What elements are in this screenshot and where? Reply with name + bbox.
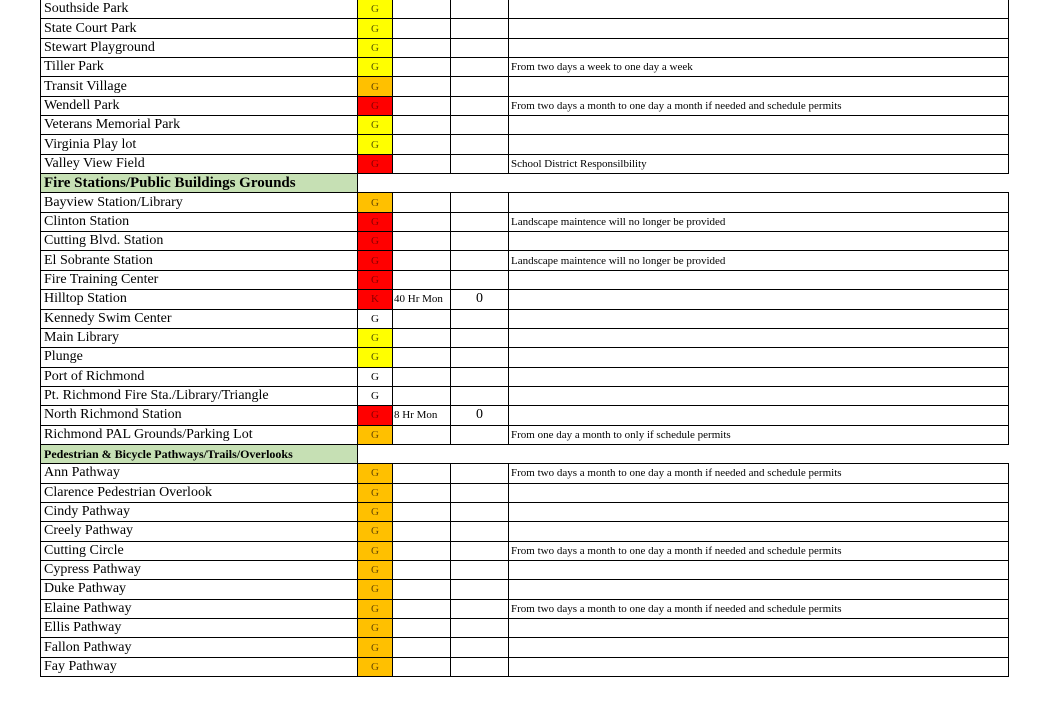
note-cell [509,116,1009,135]
hours-cell [393,638,451,657]
count-cell [451,193,509,212]
note-cell: From two days a month to one day a month if needed and schedule permits [509,541,1009,560]
table-row [41,386,1009,405]
table-body [41,0,1009,677]
note-cell: Landscape maintence will no longer be provided [509,212,1009,231]
note-cell: From two days a month to one day a month if needed and schedule permits [509,96,1009,115]
site-name-cell: Ellis Pathway [41,619,358,638]
hours-cell [393,522,451,541]
status-cell: G [358,328,393,347]
note-cell [509,619,1009,638]
table-row [41,599,1009,618]
section-blank-cell [393,444,451,463]
status-cell: G [358,386,393,405]
hours-cell: 8 Hr Mon [393,406,451,425]
table-row [41,619,1009,638]
site-name-cell: Fire Training Center [41,270,358,289]
status-cell: G [358,309,393,328]
hours-cell [393,560,451,579]
table-row [41,270,1009,289]
site-name-cell: Tiller Park [41,58,358,77]
note-cell [509,135,1009,154]
status-cell: G [358,251,393,270]
table-row [41,154,1009,173]
hours-cell [393,386,451,405]
status-cell: G [358,154,393,173]
hours-cell [393,502,451,521]
note-cell: From two days a week to one day a week [509,58,1009,77]
site-name-cell: El Sobrante Station [41,251,358,270]
hours-cell [393,19,451,38]
section-blank-cell [451,174,509,193]
site-name-cell: Fay Pathway [41,657,358,676]
hours-cell [393,483,451,502]
site-name-cell: Cypress Pathway [41,560,358,579]
note-cell [509,232,1009,251]
status-cell: G [358,541,393,560]
site-name-cell: Clinton Station [41,212,358,231]
note-cell [509,502,1009,521]
status-cell: G [358,522,393,541]
hours-cell: 40 Hr Mon [393,290,451,309]
note-cell: School District Responsilbility [509,154,1009,173]
count-cell [451,657,509,676]
site-name-cell: Duke Pathway [41,580,358,599]
table-row [41,502,1009,521]
count-cell [451,560,509,579]
site-name-cell: Ann Pathway [41,464,358,483]
status-cell: G [358,580,393,599]
site-name-cell: Port of Richmond [41,367,358,386]
status-cell: G [358,77,393,96]
table-row [41,367,1009,386]
site-name-cell: Cutting Circle [41,541,358,560]
status-cell: G [358,212,393,231]
table-row [41,38,1009,57]
count-cell [451,541,509,560]
hours-cell [393,77,451,96]
status-cell: G [358,232,393,251]
note-cell [509,638,1009,657]
table-row [41,96,1009,115]
status-cell: G [358,483,393,502]
hours-cell [393,657,451,676]
count-cell [451,96,509,115]
table-row [41,328,1009,347]
hours-cell [393,580,451,599]
section-blank-cell [509,174,1009,193]
table-row [41,193,1009,212]
count-cell [451,19,509,38]
note-cell [509,580,1009,599]
count-cell [451,77,509,96]
table-row [41,483,1009,502]
note-cell: Landscape maintence will no longer be provided [509,251,1009,270]
status-cell: K [358,290,393,309]
status-cell: G [358,502,393,521]
site-name-cell: Kennedy Swim Center [41,309,358,328]
count-cell [451,135,509,154]
site-name-cell: Plunge [41,348,358,367]
hours-cell [393,193,451,212]
count-cell: 0 [451,406,509,425]
note-cell [509,38,1009,57]
count-cell [451,367,509,386]
status-cell: G [358,116,393,135]
hours-cell [393,58,451,77]
note-cell: From two days a month to one day a month if needed and schedule permits [509,599,1009,618]
count-cell [451,619,509,638]
count-cell [451,309,509,328]
count-cell: 0 [451,290,509,309]
site-name-cell: Stewart Playground [41,38,358,57]
note-cell [509,348,1009,367]
table-row [41,348,1009,367]
table-row [41,522,1009,541]
hours-cell [393,619,451,638]
table-row [41,58,1009,77]
count-cell [451,580,509,599]
count-cell [451,425,509,444]
hours-cell [393,348,451,367]
status-cell: G [358,425,393,444]
count-cell [451,599,509,618]
note-cell: From two days a month to one day a month if needed and schedule permits [509,464,1009,483]
section-title: Pedestrian & Bicycle Pathways/Trails/Overlooks [41,444,358,463]
hours-cell [393,599,451,618]
count-cell [451,638,509,657]
hours-cell [393,541,451,560]
table-row [41,638,1009,657]
note-cell: From one day a month to only if schedule permits [509,425,1009,444]
site-name-cell: North Richmond Station [41,406,358,425]
table-row [41,425,1009,444]
count-cell [451,58,509,77]
site-name-cell: Creely Pathway [41,522,358,541]
count-cell [451,232,509,251]
site-name-cell: State Court Park [41,19,358,38]
note-cell [509,0,1009,19]
count-cell [451,328,509,347]
section-header-row [41,174,1009,193]
count-cell [451,348,509,367]
status-cell: G [358,270,393,289]
hours-cell [393,38,451,57]
table-row [41,212,1009,231]
note-cell [509,386,1009,405]
site-name-cell: Cutting Blvd. Station [41,232,358,251]
hours-cell [393,0,451,19]
section-blank-cell [451,444,509,463]
status-cell: G [358,58,393,77]
table-row [41,232,1009,251]
status-cell: G [358,367,393,386]
note-cell [509,367,1009,386]
hours-cell [393,212,451,231]
note-cell [509,522,1009,541]
hours-cell [393,154,451,173]
note-cell [509,19,1009,38]
status-cell: G [358,193,393,212]
status-cell: G [358,619,393,638]
status-cell: G [358,599,393,618]
site-name-cell: Fallon Pathway [41,638,358,657]
count-cell [451,522,509,541]
count-cell [451,386,509,405]
status-cell: G [358,0,393,19]
section-blank-cell [358,444,393,463]
table-row [41,77,1009,96]
table-row [41,464,1009,483]
site-name-cell: Virginia Play lot [41,135,358,154]
count-cell [451,116,509,135]
table-row [41,0,1009,19]
site-name-cell: Southside Park [41,0,358,19]
note-cell [509,77,1009,96]
status-cell: G [358,464,393,483]
status-cell: G [358,38,393,57]
site-name-cell: Valley View Field [41,154,358,173]
count-cell [451,502,509,521]
table-row [41,290,1009,309]
site-name-cell: Main Library [41,328,358,347]
status-cell: G [358,135,393,154]
status-cell: G [358,657,393,676]
count-cell [451,464,509,483]
status-cell: G [358,638,393,657]
note-cell [509,193,1009,212]
site-name-cell: Cindy Pathway [41,502,358,521]
table-row [41,406,1009,425]
section-blank-cell [393,174,451,193]
note-cell [509,406,1009,425]
table-row [41,251,1009,270]
hours-cell [393,232,451,251]
note-cell [509,657,1009,676]
count-cell [451,38,509,57]
hours-cell [393,328,451,347]
count-cell [451,251,509,270]
note-cell [509,309,1009,328]
hours-cell [393,464,451,483]
section-header-row [41,444,1009,463]
note-cell [509,483,1009,502]
hours-cell [393,425,451,444]
count-cell [451,154,509,173]
note-cell [509,328,1009,347]
hours-cell [393,251,451,270]
table-row [41,19,1009,38]
count-cell [451,483,509,502]
table-row [41,309,1009,328]
status-cell: G [358,560,393,579]
hours-cell [393,96,451,115]
site-name-cell: Richmond PAL Grounds/Parking Lot [41,425,358,444]
note-cell [509,290,1009,309]
status-cell: G [358,19,393,38]
status-cell: G [358,96,393,115]
hours-cell [393,116,451,135]
site-name-cell: Veterans Memorial Park [41,116,358,135]
section-blank-cell [358,174,393,193]
note-cell [509,560,1009,579]
status-cell: G [358,348,393,367]
hours-cell [393,367,451,386]
count-cell [451,212,509,231]
site-name-cell: Bayview Station/Library [41,193,358,212]
site-name-cell: Wendell Park [41,96,358,115]
section-blank-cell [509,444,1009,463]
table-row [41,135,1009,154]
site-name-cell: Pt. Richmond Fire Sta./Library/Triangle [41,386,358,405]
note-cell [509,270,1009,289]
site-name-cell: Clarence Pedestrian Overlook [41,483,358,502]
table-row [41,541,1009,560]
table-row [41,657,1009,676]
hours-cell [393,270,451,289]
count-cell [451,270,509,289]
site-name-cell: Elaine Pathway [41,599,358,618]
status-cell: G [358,406,393,425]
site-name-cell: Hilltop Station [41,290,358,309]
hours-cell [393,309,451,328]
table-row [41,116,1009,135]
site-name-cell: Transit Village [41,77,358,96]
count-cell [451,0,509,19]
table-row [41,560,1009,579]
section-title: Fire Stations/Public Buildings Grounds [41,174,358,193]
maintenance-schedule-table [40,0,1009,677]
table-row [41,580,1009,599]
hours-cell [393,135,451,154]
